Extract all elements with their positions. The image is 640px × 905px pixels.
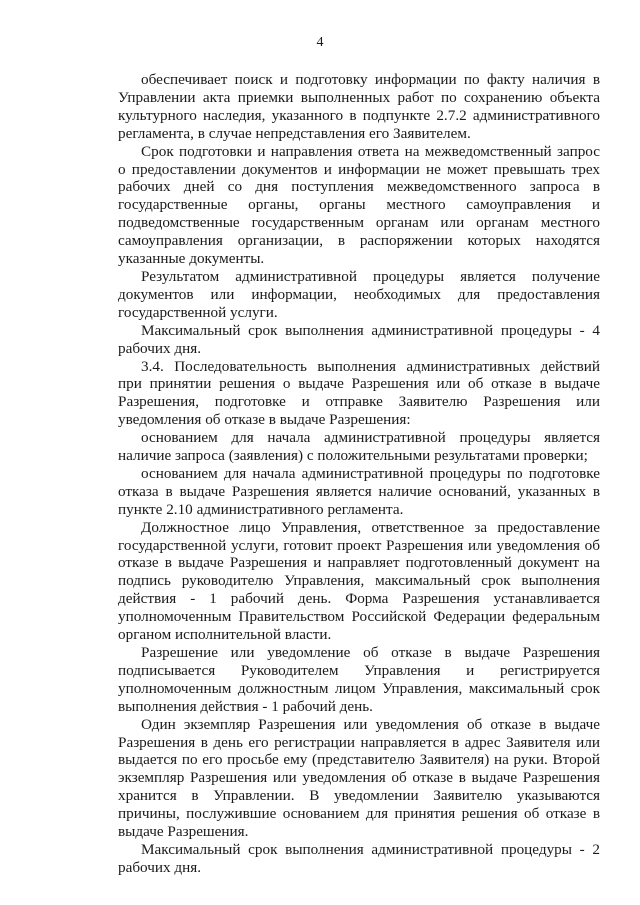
paragraph: Должностное лицо Управления, ответственное за предоставление государственной услуги, готовит проект Разрешения или уведомления об отказе в выдаче Разрешения и направляет подготовленный документ на подпись руководителю Управления, максимальный срок выполнения действия - 1 рабочий день. Форма Разрешения устанавливается уполномоченным Правительством Российской Федерации федеральным органом исполнительной власти. <box>118 518 600 644</box>
page-number: 4 <box>316 35 324 50</box>
paragraph: Разрешение или уведомление об отказе в выдаче Разрешения подписывается Руководителем Управления и регистрируется уполномоченным должностным лицом Управления, максимальный срок выполнения действия - 1 рабочий день. <box>118 644 600 715</box>
paragraph: основанием для начала административной процедуры по подготовке отказа в выдаче Разрешения является наличие оснований, указанных в пункте 2.10 административного регламента. <box>118 464 600 518</box>
paragraph: Максимальный срок выполнения административной процедуры - 4 рабочих дня. <box>118 321 600 357</box>
paragraph: Максимальный срок выполнения административной процедуры - 2 рабочих дня. <box>118 840 600 876</box>
paragraph: обеспечивает поиск и подготовку информации по факту наличия в Управлении акта приемки выполненных работ по сохранению объекта культурного наследия, указанного в подпункте 2.7.2 административного регламента, в случае непредставления его Заявителем. <box>118 71 600 142</box>
paragraph: Один экземпляр Разрешения или уведомления об отказе в выдаче Разрешения в день его регистрации направляется в адрес Заявителя или выдается по его просьбе ему (представителю Заявителя) на руки. Второй экземпляр Разрешения или уведомления об отказе в выдаче Разрешения хранится в Управлении. В уведомлении Заявителю указываются причины, послужившие основанием для принятия решения об отказе в выдаче Разрешения. <box>118 715 600 841</box>
paragraph: основанием для начала административной процедуры является наличие запроса (заявления) с положительными результатами проверки; <box>118 429 600 465</box>
document-body <box>118 71 600 877</box>
paragraph: Срок подготовки и направления ответа на межведомственный запрос о предоставлении документов и информации не может превышать трех рабочих дней со дня поступления межведомственного запроса в государственные органы, органы местного самоуправления и подведомственные государственным органам или органам местного самоуправления организации, в распоряжении которых находятся указанные документы. <box>118 142 600 268</box>
paragraph: 3.4. Последовательность выполнения административных действий при принятии решения о выдаче Разрешения или об отказе в выдаче Разрешения, подготовке и отправке Заявителю Разрешения или уведомления об отказе в выдаче Разрешения: <box>118 357 600 429</box>
paragraph: Результатом административной процедуры является получение документов или информации, необходимых для предоставления государственной услуги. <box>118 267 600 321</box>
